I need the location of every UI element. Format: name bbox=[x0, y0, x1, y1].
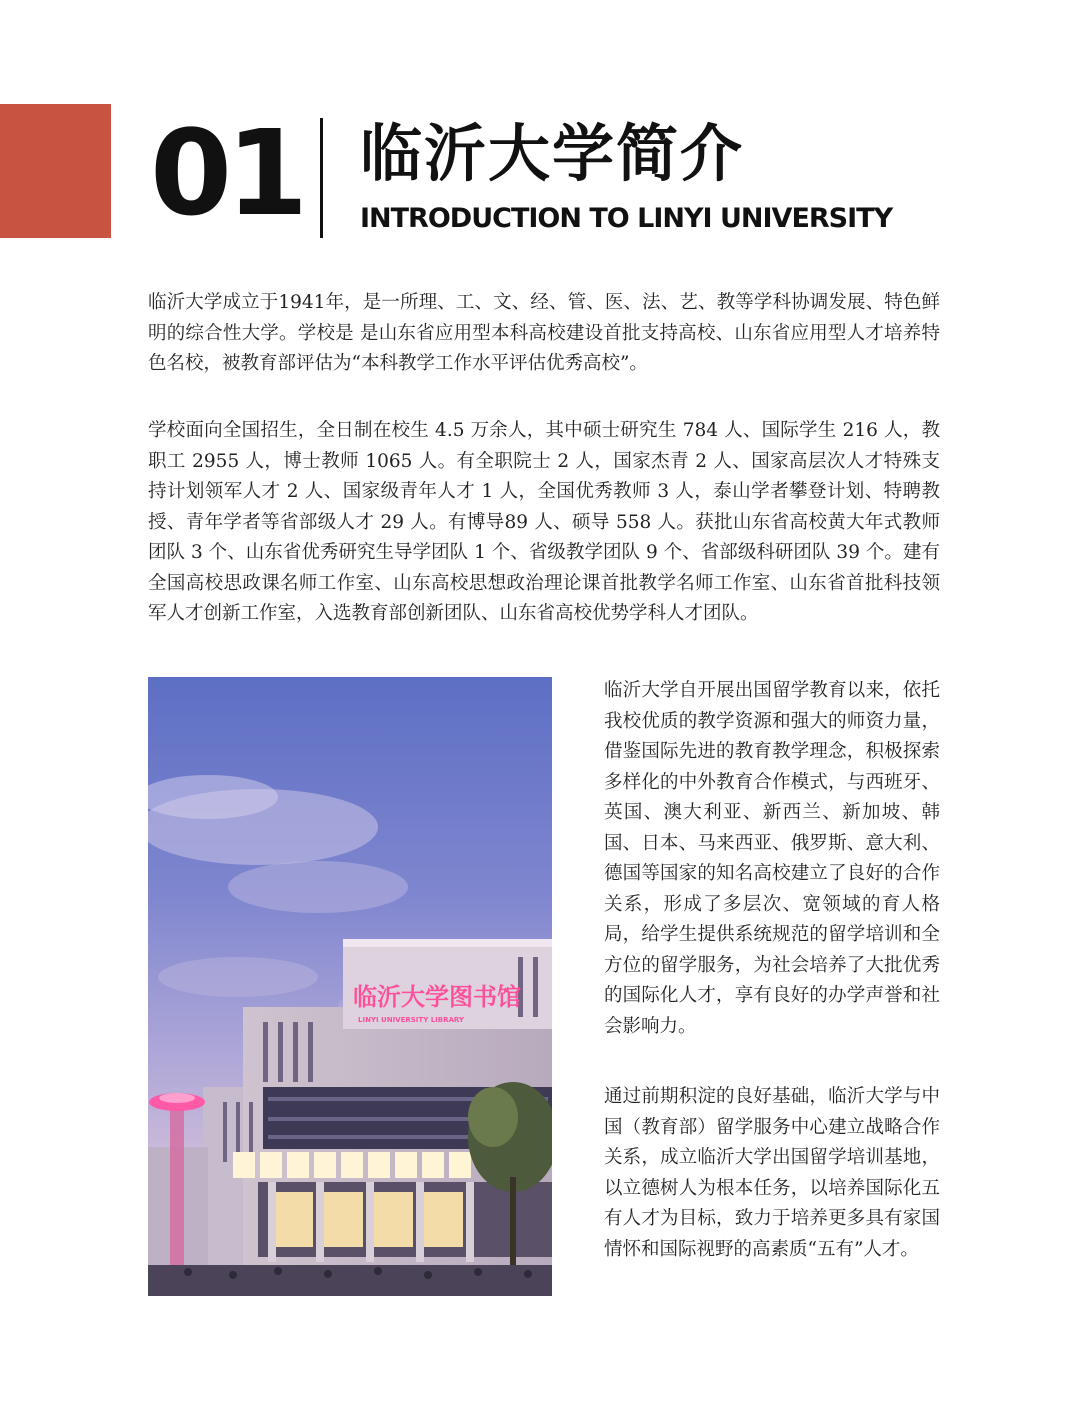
library-sign-cn: 临沂大学图书馆 bbox=[353, 983, 521, 1011]
library-photo bbox=[148, 677, 552, 1296]
accent-block bbox=[0, 104, 111, 238]
library-sign-en: LINYI UNIVERSITY LIBRARY bbox=[358, 1016, 464, 1024]
section-number: 01 bbox=[150, 104, 303, 242]
page-subtitle: INTRODUCTION TO LINYI UNIVERSITY bbox=[360, 203, 893, 234]
header-divider bbox=[320, 118, 323, 238]
stats-paragraph: 学校面向全国招生，全日制在校生 4.5 万余人，其中硕士研究生 784 人、国际学生 216 人，教职工 2955 人，博士教师 1065 人。有全职院士 2 人，国家杰青 2 人、国家高层次人才特殊支持计划领军人才 2 人、国家级青年人才 1 人，全国优秀教师 3 人，泰山学者攀登计划、特聘教授、青年学者等省部级人才 29 人。有博导89 人、硕导 558 人。获批山东省高校黄大年式教师团队 3 个、山东省优秀研究生导学团队 1 个、省级教学团队 9 个、省部级科研团队 39 个。建有全国高校思政课名师工作室、山东高校思想政治理论课首批教学名师工作室、山东省首批科技领军人才创新工作室，入选教育部创新团队、山东省高校优势学科人才团队。 bbox=[148, 420, 940, 624]
page-title: 临沂大学简介 bbox=[360, 117, 745, 190]
international-paragraph: 临沂大学自开展出国留学教育以来，依托我校优质的教学资源和强大的师资力量，借鉴国际先进的教育教学理念，积极探索多样化的中外教育合作模式，与西班牙、英国、澳大利亚、新西兰、新加坡、韩国、日本、马来西亚、俄罗斯、意大利、德国等国家的知名高校建立了良好的合作关系，形成了多层次、宽领域的育人格局，给学生提供系统规范的留学培训和全方位的留学服务，为社会培养了大批优秀的国际化人才，享有良好的办学声誉和社会影响力。 bbox=[604, 680, 940, 1037]
intro-paragraph: 临沂大学成立于1941年，是一所理、工、文、经、管、医、法、艺、教等学科协调发展、特色鲜明的综合性大学。学校是 是山东省应用型本科高校建设首批支持高校、山东省应用型人才培养特色名校，被教育部评估为“本科教学工作水平评估优秀高校”。 bbox=[148, 292, 940, 374]
cooperation-paragraph: 通过前期积淀的良好基础，临沂大学与中国（教育部）留学服务中心建立战略合作关系，成立临沂大学出国留学培训基地，以立德树人为根本任务，以培养国际化五有人才为目标，致力于培养更多具有家国情怀和国际视野的高素质“五有”人才。 bbox=[604, 1086, 940, 1260]
